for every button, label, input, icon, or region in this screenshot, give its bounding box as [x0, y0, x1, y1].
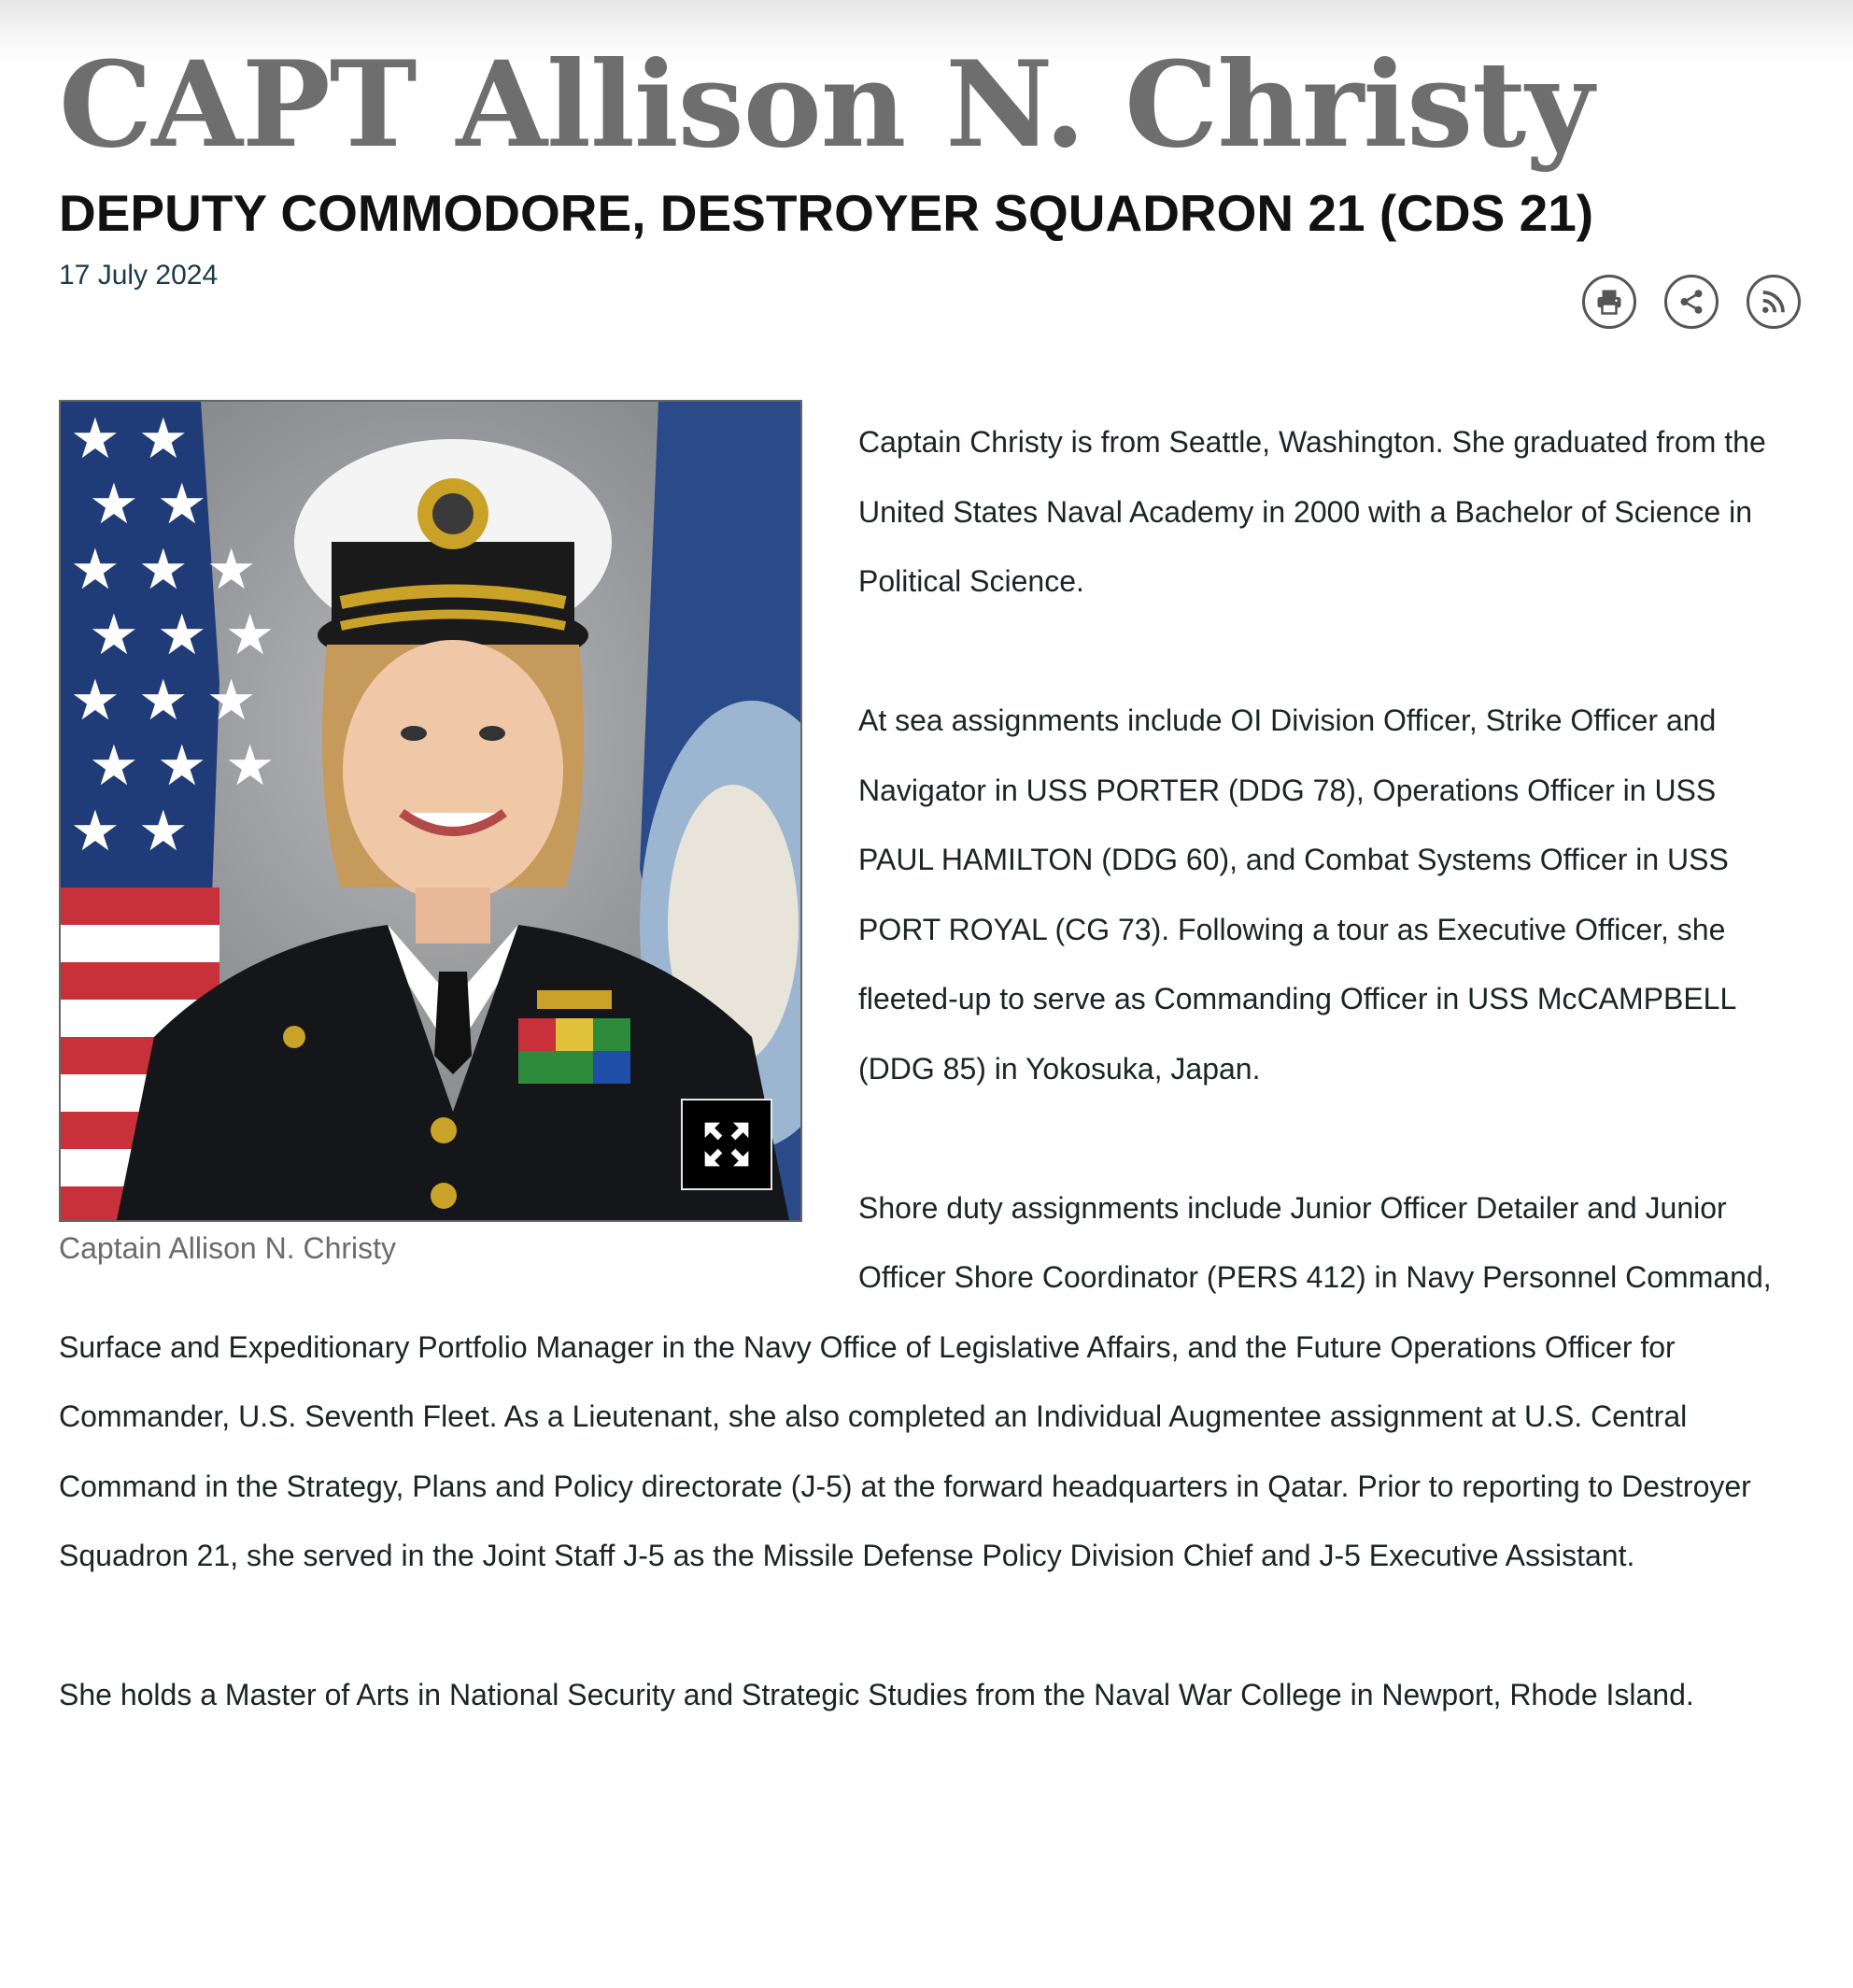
photo-caption: Captain Allison N. Christy — [59, 1231, 397, 1265]
bio-paragraph: She holds a Master of Arts in National Security and Strategic Studies from the Naval War College in Newport, Rhode Island. — [59, 1678, 1694, 1711]
position-subtitle: DEPUTY COMMODORE, DESTROYER SQUADRON 21 (CDS 21) — [59, 184, 1594, 242]
svg-text:★ ★ ★: ★ ★ ★ — [70, 668, 257, 733]
svg-text:★ ★ ★: ★ ★ ★ — [70, 537, 257, 603]
svg-text:★ ★: ★ ★ — [89, 472, 207, 537]
portrait-figure — [59, 400, 802, 1266]
svg-text:★ ★: ★ ★ — [70, 406, 189, 472]
svg-text:★ ★ ★: ★ ★ ★ — [89, 733, 276, 799]
bio-paragraph: Captain Christy is from Seattle, Washington. She graduated from the United States Naval Academy in 2000 with a Bachelor of Science in Political Science. — [858, 425, 1766, 598]
expand-icon — [700, 1118, 753, 1171]
svg-text:★ ★: ★ ★ — [70, 799, 189, 864]
article — [59, 36, 1796, 1799]
svg-text:★ ★ ★: ★ ★ ★ — [89, 603, 276, 668]
portrait-photo[interactable] — [59, 400, 802, 1222]
enlarge-image-button[interactable] — [681, 1099, 772, 1190]
page-title: CAPT Allison N. Christy — [59, 36, 1593, 174]
bio-paragraph: At sea assignments include OI Division Officer, Strike Officer and Navigator in USS PORTER (DDG 78), Operations Officer in USS PAUL HAMILTON (DDG 60), and Combat Systems Officer in USS PORT ROYAL (CG 73). Following a tour as Executive Officer, she fleeted-up to serve as Commanding Officer in USS McCAMPBELL (DDG 85) in Yokosuka, Japan. — [858, 703, 1736, 1086]
portrait-image — [61, 402, 800, 1220]
bio-paragraph: Shore duty assignments include Junior Officer Detailer and Junior Officer Shore Coordinator (PERS 412) in Navy Personnel Command, Surface and Expeditionary Portfolio Manager in the Navy Office of Legislative Affairs, and the Future Operations Officer for Commander, U.S. Seventh Fleet. As a Lieutenant, she also completed an Individual Augmentee assignment at U.S. Central Command in the Strategy, Plans and Policy directorate (J-5) at the forward headquarters in Qatar. Prior to reporting to Destroyer Squadron 21, she served in the Joint Staff J-5 as the Missile Defense Policy Division Chief and J-5 Executive Assistant. — [59, 1190, 1772, 1572]
publish-date: 17 July 2024 — [59, 260, 219, 291]
